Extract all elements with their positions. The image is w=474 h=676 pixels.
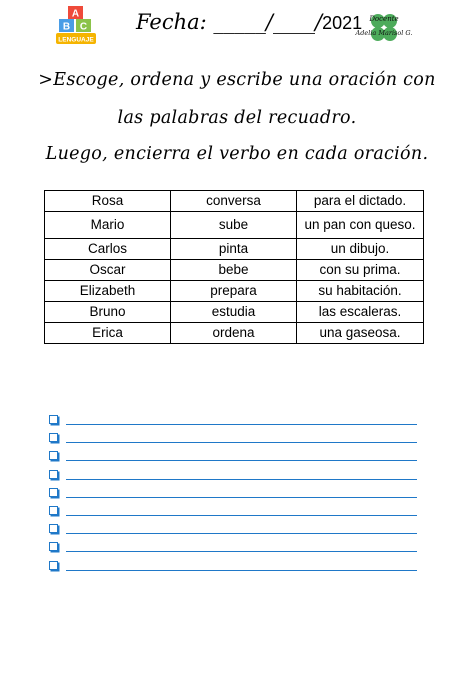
subject-cell: Elizabeth	[45, 281, 171, 302]
writing-line[interactable]	[47, 447, 417, 465]
teacher-signature-badge	[352, 12, 416, 46]
table-row	[45, 323, 424, 344]
writing-line[interactable]	[47, 411, 417, 429]
checkbox-icon	[49, 415, 58, 424]
answer-rule	[66, 460, 417, 461]
table-row	[45, 191, 424, 212]
table-row	[45, 212, 424, 239]
checkbox-icon	[49, 488, 58, 497]
instruction-line-1: >Escoge, ordena y escribe una oración con	[38, 70, 436, 90]
complement-cell: con su prima.	[297, 260, 424, 281]
complement-cell: un dibujo.	[297, 239, 424, 260]
verb-cell: estudia	[171, 302, 297, 323]
verb-cell: bebe	[171, 260, 297, 281]
complement-cell: una gaseosa.	[297, 323, 424, 344]
checkbox-icon	[49, 433, 58, 442]
verb-cell: ordena	[171, 323, 297, 344]
verb-cell: sube	[171, 212, 297, 239]
answer-rule	[66, 515, 417, 516]
checkbox-icon	[49, 451, 58, 460]
answer-rule	[66, 533, 417, 534]
answer-rule	[66, 479, 417, 480]
instruction-line-2: las palabras del recuadro.	[117, 108, 357, 128]
answer-rule	[66, 570, 417, 571]
subject-cell: Rosa	[45, 191, 171, 212]
writing-line[interactable]	[47, 538, 417, 556]
table-row	[45, 281, 424, 302]
writing-line[interactable]	[47, 520, 417, 538]
subject-cell: Erica	[45, 323, 171, 344]
subject-cell: Mario	[45, 212, 171, 239]
subject-cell: Carlos	[45, 239, 171, 260]
answer-rule	[66, 442, 417, 443]
checkbox-icon	[49, 506, 58, 515]
subject-cell: Oscar	[45, 260, 171, 281]
checkbox-icon	[49, 470, 58, 479]
subject-cell: Bruno	[45, 302, 171, 323]
writing-line[interactable]	[47, 484, 417, 502]
checkbox-icon	[49, 524, 58, 533]
writing-line[interactable]	[47, 429, 417, 447]
table-row	[45, 239, 424, 260]
svg-text:LENGUAJE: LENGUAJE	[58, 36, 94, 44]
complement-cell: su habitación.	[297, 281, 424, 302]
word-bank-table	[44, 190, 424, 344]
svg-text:C: C	[79, 21, 88, 33]
verb-cell: pinta	[171, 239, 297, 260]
table-row	[45, 302, 424, 323]
date-field	[136, 10, 362, 34]
date-label: Fecha: _____/____/	[136, 10, 323, 34]
year-label: 2021	[322, 13, 363, 33]
svg-text:A: A	[71, 8, 80, 20]
verb-cell: conversa	[171, 191, 297, 212]
abc-blocks-logo	[55, 5, 97, 45]
svg-text:Docente: Docente	[369, 15, 399, 23]
writing-line[interactable]	[47, 557, 417, 575]
writing-line[interactable]	[47, 502, 417, 520]
svg-text:B: B	[62, 21, 71, 33]
answer-rule	[66, 424, 417, 425]
instruction-line-3: Luego, encierra el verbo en cada oración.	[45, 144, 429, 164]
svg-text:Adelia Marisol G.: Adelia Marisol G.	[355, 29, 413, 37]
complement-cell: un pan con queso.	[297, 212, 424, 239]
table-row	[45, 260, 424, 281]
verb-cell: prepara	[171, 281, 297, 302]
writing-area	[47, 411, 417, 575]
writing-line[interactable]	[47, 466, 417, 484]
answer-rule	[66, 497, 417, 498]
checkbox-icon	[49, 542, 58, 551]
complement-cell: para el dictado.	[297, 191, 424, 212]
checkbox-icon	[49, 561, 58, 570]
answer-rule	[66, 551, 417, 552]
complement-cell: las escaleras.	[297, 302, 424, 323]
